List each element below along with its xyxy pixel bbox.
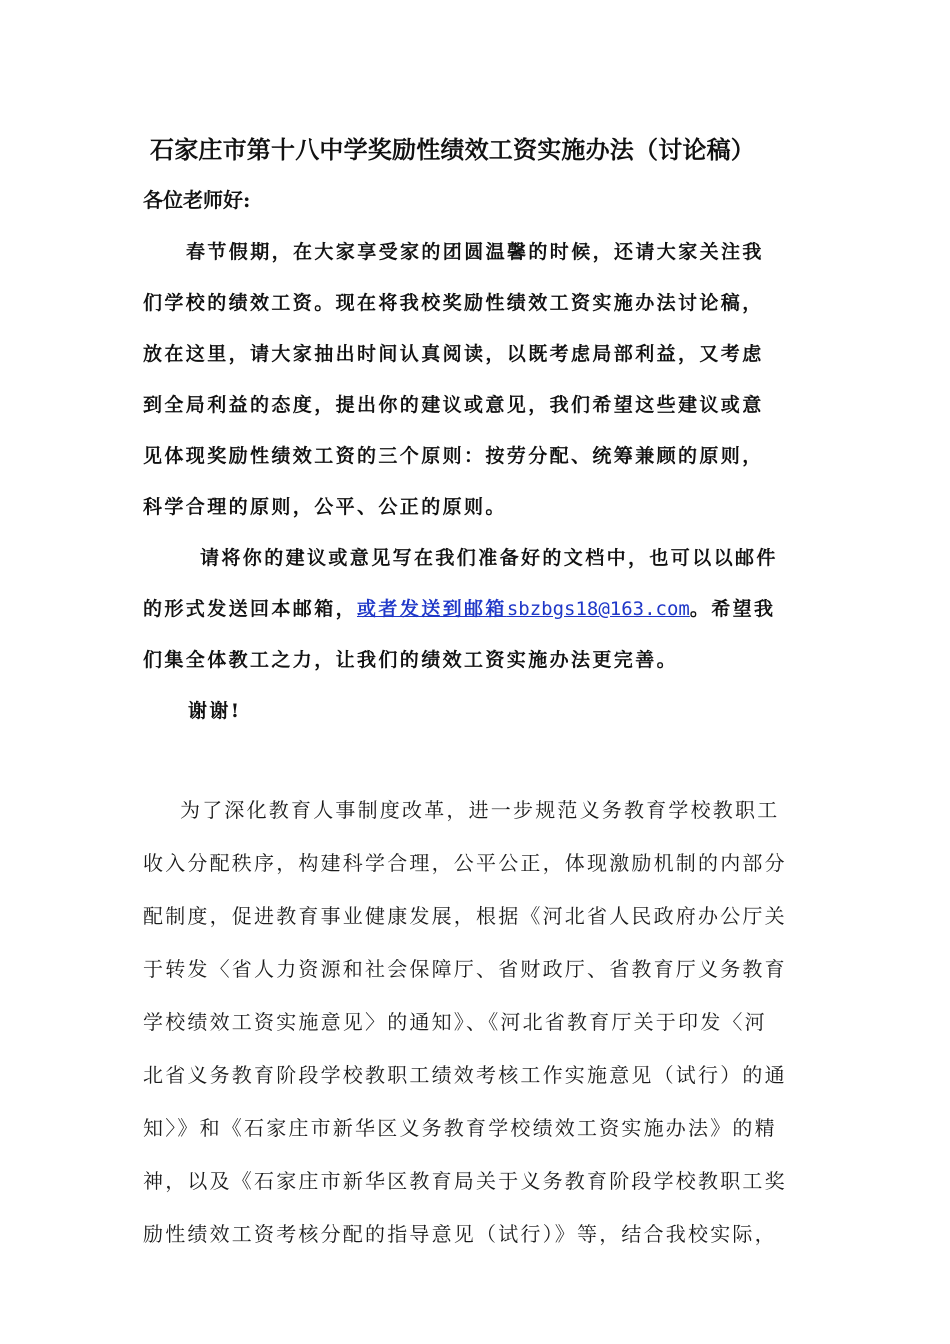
email-link-text[interactable]: 或者发送到邮箱 — [357, 598, 507, 620]
intro-line: 春节假期，在大家享受家的团圆温馨的时候，还请大家关注我 — [186, 241, 764, 263]
thanks-text: 谢谢! — [188, 700, 242, 722]
intro-line: 们学校的绩效工资。现在将我校奖励性绩效工资实施办法讨论稿， — [143, 292, 764, 314]
intro-line: 放在这里，请大家抽出时间认真阅读，以既考虑局部利益，又考虑 — [143, 343, 764, 365]
request-prefix: 的形式发送回本邮箱， — [143, 598, 358, 620]
body-line: 于转发〈省人力资源和社会保障厅、省财政厅、省教育厅义务教育 — [143, 957, 787, 981]
body-line: 励性绩效工资考核分配的指导意见（试行）》等，结合我校实际， — [143, 1222, 777, 1246]
body-line: 为了深化教育人事制度改革，进一步规范义务教育学校教职工 — [180, 798, 780, 822]
request-line: 们集全体教工之力，让我们的绩效工资实施办法更完善。 — [143, 649, 679, 671]
greeting: 各位老师好: — [143, 188, 251, 212]
intro-line: 见体现奖励性绩效工资的三个原则：按劳分配、统筹兼顾的原则， — [143, 445, 764, 467]
request-suffix: 。希望我 — [689, 598, 776, 620]
request-line-with-email — [143, 593, 775, 625]
body-line: 北省义务教育阶段学校教职工绩效考核工作实施意见（试行）的通 — [143, 1063, 787, 1087]
intro-line: 科学合理的原则，公平、公正的原则。 — [143, 496, 507, 518]
body-line: 配制度，促进教育事业健康发展，根据《河北省人民政府办公厅关 — [143, 904, 787, 928]
intro-line: 到全局利益的态度，提出你的建议或意见，我们希望这些建议或意 — [143, 394, 764, 416]
request-line: 请将你的建议或意见写在我们准备好的文档中，也可以以邮件 — [200, 547, 778, 569]
body-line: 神，以及《石家庄市新华区教育局关于义务教育阶段学校教职工奖 — [143, 1169, 787, 1193]
body-line: 学校绩效工资实施意见〉的通知》、《河北省教育厅关于印发〈河 — [143, 1010, 767, 1034]
email-link[interactable]: sbzbgs18@163.com — [506, 598, 690, 620]
body-line: 知〉》和《石家庄市新华区义务教育学校绩效工资实施办法》的精 — [143, 1116, 777, 1140]
body-line: 收入分配秩序，构建科学合理，公平公正，体现激励机制的内部分 — [143, 851, 787, 875]
document-title: 石家庄市第十八中学奖励性绩效工资实施办法（讨论稿） — [150, 135, 755, 164]
